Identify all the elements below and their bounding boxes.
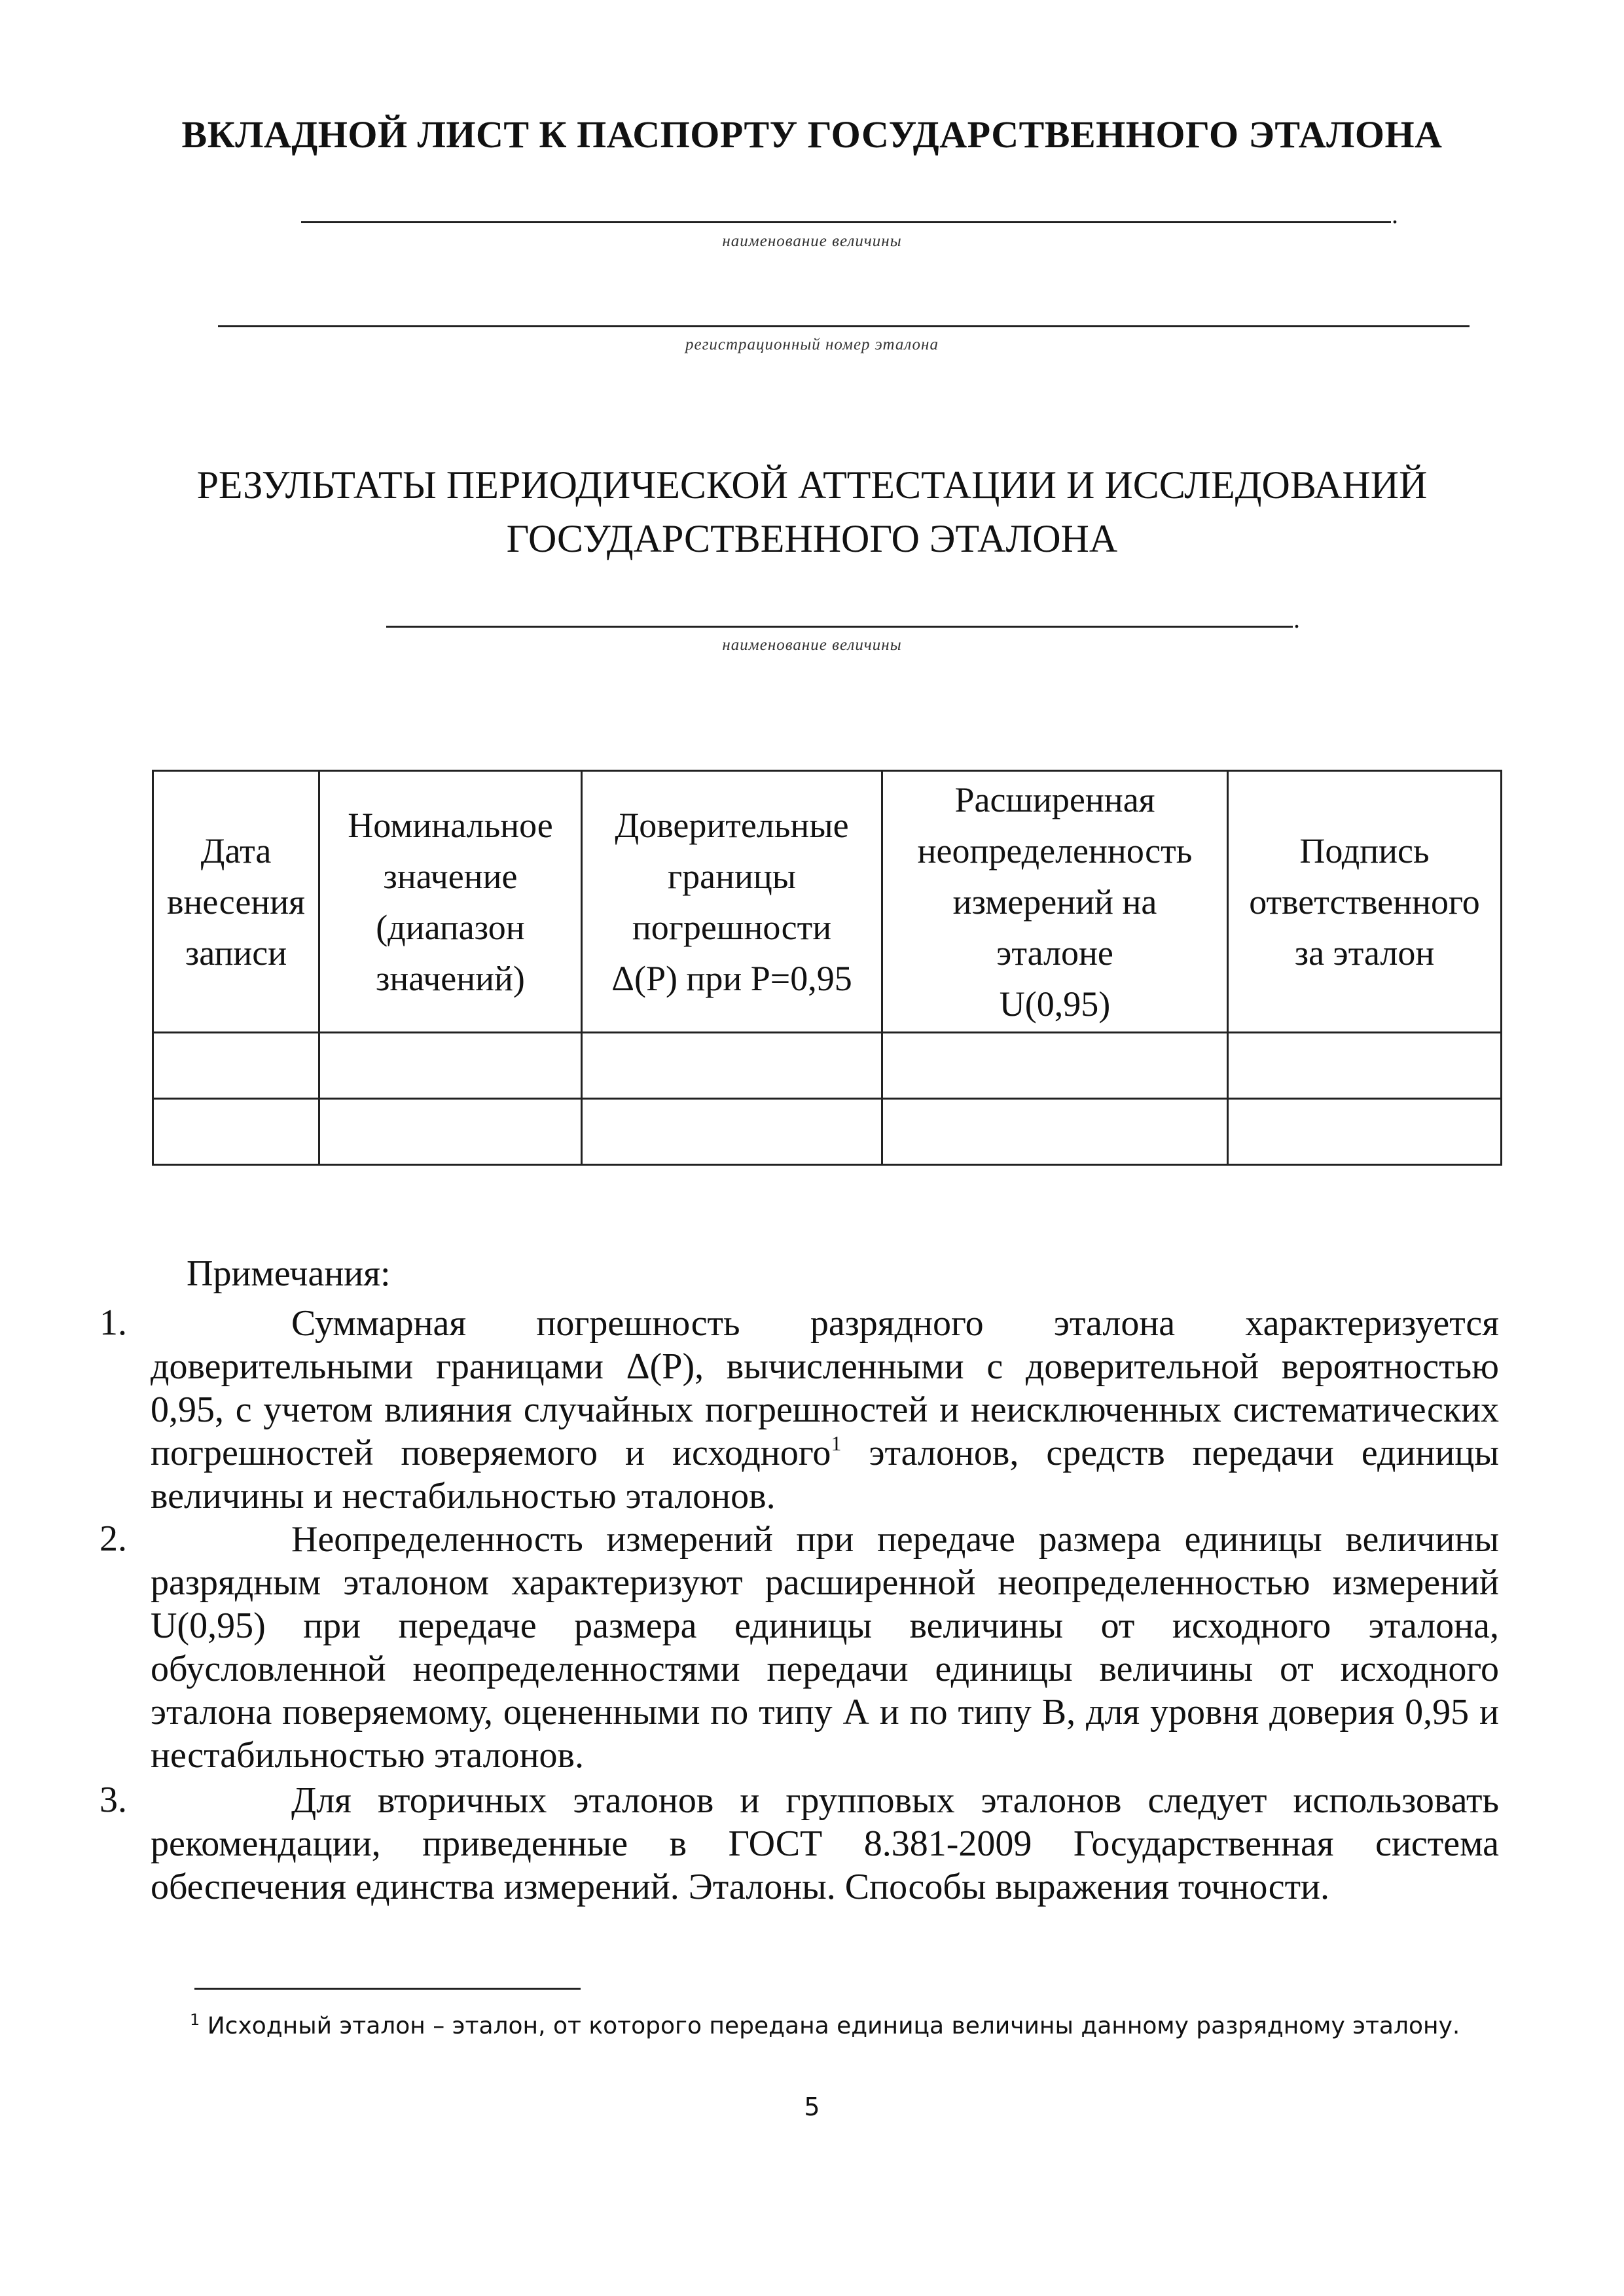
column-header-nominal-value: Номинальное значение (диапазон значений) [319,771,582,1033]
table-cell[interactable] [582,1099,882,1165]
quantity-name-line-end: . [1392,200,1398,229]
results-title [0,458,1624,565]
column-header-date: Дата внесения записи [153,771,319,1033]
column-header-confidence-bounds: Доверительные границы погрешности Δ(P) при P=0,95 [582,771,882,1033]
table-cell[interactable] [1228,1099,1502,1165]
results-quantity-line-end: . [1293,604,1300,634]
table-header-row [153,771,1502,1033]
results-table [152,770,1502,1166]
results-quantity-line [386,626,1293,628]
table-cell[interactable] [882,1099,1228,1165]
column-header-signature: Подпись ответственного за эталон [1228,771,1502,1033]
registration-number-caption: регистрационный номер эталона [685,336,939,353]
note-2-text: Неопределенность измерений при передаче размера единицы величины разрядным эталоном характеризуют расширенной неопределенностью измерений U(0,95) при передаче размера единицы величины от исходного эталона, обусловленной неопределенностями передачи единицы величины от исходного эталона поверяемому, оцененными по типу А и по типу В, для уровня доверия 0,95 и нестабильностью эталонов. [151,1519,1499,1776]
quantity-name-line [301,221,1391,223]
table-row [153,1099,1502,1165]
results-title-line1: РЕЗУЛЬТАТЫ ПЕРИОДИЧЕСКОЙ АТТЕСТАЦИИ И ИССЛЕДОВАНИЙ [196,463,1428,507]
note-2-number: 2. [99,1518,127,1559]
footnote-marker: 1 [190,2011,200,2029]
note-3-number: 3. [99,1780,127,1820]
quantity-name-caption: наименование величины [722,232,902,250]
document-title: ВКЛАДНОЙ ЛИСТ К ПАСПОРТУ ГОСУДАРСТВЕННОГО ЭТАЛОНА [181,113,1443,156]
table-cell[interactable] [582,1033,882,1099]
notes-title: Примечания: [187,1253,391,1294]
table-cell[interactable] [319,1033,582,1099]
table-cell[interactable] [319,1099,582,1165]
column-header-expanded-uncertainty: Расширенная неопределенность измерений на эталоне U(0,95) [882,771,1228,1033]
note-1-text: Суммарная погрешность разрядного эталона характеризуется доверительными границами Δ(P), вычисленными с доверительной вероятностью 0,95, с учетом влияния случайных погрешностей и неисключенных систематических погрешностей поверяемого и исходного$^1$ эталонов, средств передачи единицы величины и нестабильностью эталонов. [151,1303,1499,1516]
note-1-number: 1. [99,1302,127,1343]
footnote-text: Исходный эталон – эталон, от которого передана единица величины данному разрядному эталону. [200,2013,1460,2039]
note-3-text: Для вторичных эталонов и групповых эталонов следует использовать рекомендации, приведенные в ГОСТ 8.381-2009 Государственная система обеспечения единства измерений. Эталоны. Способы выражения точности. [151,1780,1499,1907]
results-quantity-caption: наименование величины [722,636,902,654]
table-row [153,1033,1502,1099]
results-title-line2: ГОСУДАРСТВЕННОГО ЭТАЛОНА [506,517,1118,560]
table-cell[interactable] [153,1033,319,1099]
table-cell[interactable] [1228,1033,1502,1099]
table-cell[interactable] [882,1033,1228,1099]
footnote-ref[interactable]: 1 [831,1431,842,1455]
table-cell[interactable] [153,1099,319,1165]
footnote [190,2011,1460,2039]
footnote-separator [194,1988,581,1990]
registration-number-line [218,325,1470,327]
page-number: 5 [804,2092,820,2121]
